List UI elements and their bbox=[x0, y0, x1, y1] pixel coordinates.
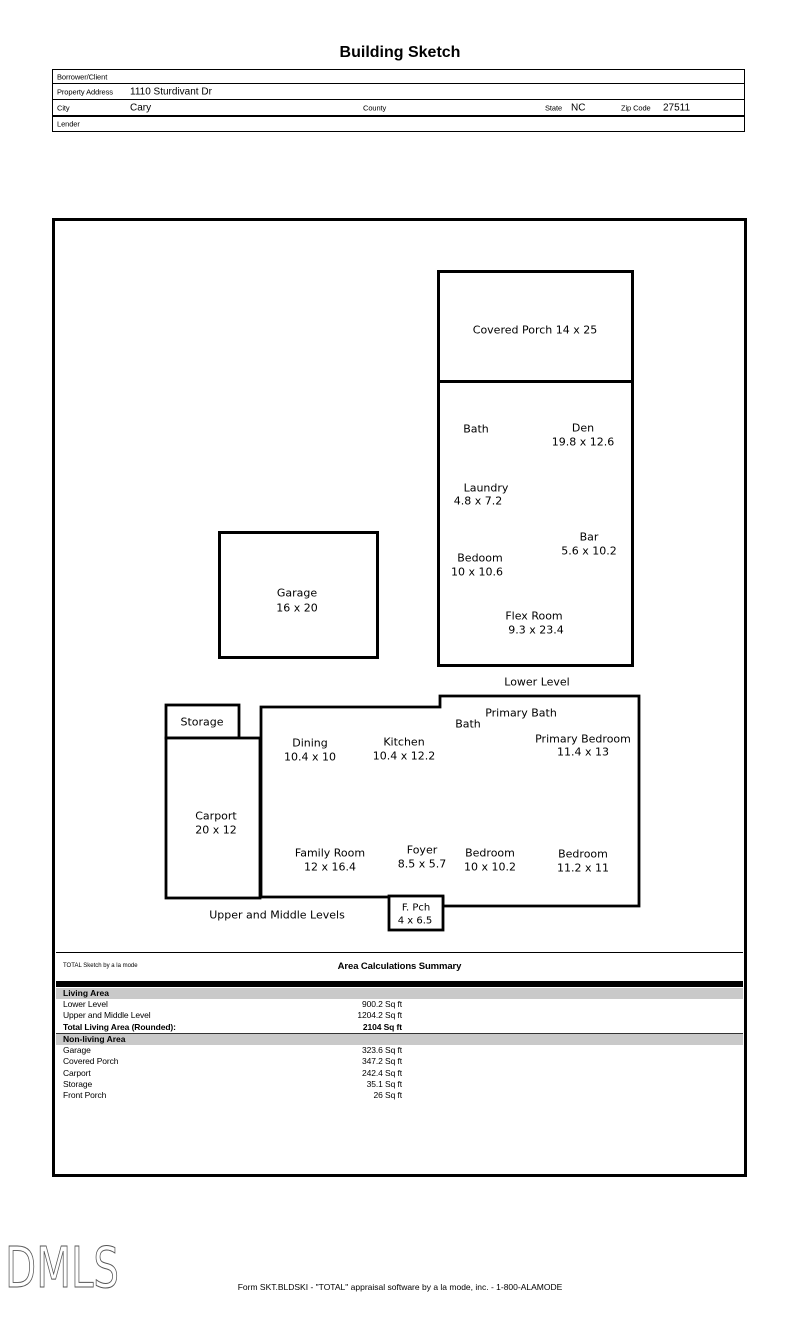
summary-row-storage: Storage 35.1 Sq ft bbox=[63, 1079, 402, 1089]
summary-title: Area Calculations Summary bbox=[337, 961, 462, 972]
room-dims-kitchen: 10.4 x 12.2 bbox=[372, 749, 436, 763]
nonliving-area-header: Non-living Area bbox=[56, 1034, 743, 1045]
summary-row-upper-level: Upper and Middle Level 1204.2 Sq ft bbox=[63, 1010, 402, 1021]
summary-row-garage: Garage 323.6 Sq ft bbox=[63, 1045, 402, 1055]
room-label-primary-bath: Primary Bath bbox=[485, 706, 557, 720]
room-dims-bedroom4: 11.2 x 11 bbox=[557, 861, 609, 875]
lender-label: Lender bbox=[57, 119, 80, 129]
property-address-label: Property Address bbox=[57, 87, 113, 96]
room-label-storage: Storage bbox=[180, 715, 224, 729]
summary-row-front-porch: Front Porch 26 Sq ft bbox=[63, 1090, 402, 1101]
city-label: City bbox=[57, 103, 70, 112]
row-property-address bbox=[53, 84, 744, 100]
room-label-bedroom4: Bedroom bbox=[558, 847, 608, 861]
summary-divider-bar bbox=[56, 981, 743, 987]
room-dims-family-room: 12 x 16.4 bbox=[304, 860, 356, 874]
room-dims-bedroom-lower: 10 x 10.6 bbox=[451, 565, 503, 579]
room-dims-den: 19.8 x 12.6 bbox=[551, 435, 615, 449]
room-label-primary-bedroom: Primary Bedroom bbox=[535, 732, 631, 746]
borrower-label: Borrower/Client bbox=[57, 72, 108, 81]
room-label-family-room: Family Room bbox=[294, 846, 366, 860]
zip-value: 27511 bbox=[663, 102, 691, 113]
room-label-bath-lower: Bath bbox=[463, 422, 489, 436]
level-label-lower: Lower Level bbox=[504, 675, 570, 689]
room-dims-flex: 9.3 x 23.4 bbox=[508, 623, 564, 637]
property-info-table bbox=[52, 69, 745, 132]
state-label: State bbox=[545, 103, 563, 112]
area-calculations-summary bbox=[56, 952, 743, 1113]
room-label-bar: Bar bbox=[579, 530, 599, 544]
row-borrower bbox=[53, 70, 744, 84]
room-label-den: Den bbox=[571, 421, 595, 435]
room-dims-dining: 10.4 x 10 bbox=[284, 750, 336, 764]
room-dims-foyer: 8.5 x 5.7 bbox=[397, 857, 447, 871]
dmls-logo-text: DMLS bbox=[5, 1242, 120, 1300]
state-value: NC bbox=[571, 102, 586, 113]
summary-row-carport: Carport 242.4 Sq ft bbox=[63, 1067, 402, 1078]
room-label-dining: Dining bbox=[292, 736, 328, 750]
room-label-kitchen: Kitchen bbox=[383, 735, 425, 749]
property-address-value: 1110 Sturdivant Dr bbox=[130, 86, 212, 97]
room-dims-garage: 16 x 20 bbox=[276, 601, 318, 615]
room-label-bedroom3: Bedroom bbox=[465, 846, 515, 860]
room-label-garage: Garage bbox=[276, 586, 318, 600]
page-title: Building Sketch bbox=[339, 44, 461, 61]
room-dims-carport: 20 x 12 bbox=[195, 823, 237, 837]
room-dims-front-porch: 4 x 6.5 bbox=[397, 915, 433, 927]
room-dims-bedroom3: 10 x 10.2 bbox=[464, 860, 516, 874]
summary-row-lower-level: Lower Level 900.2 Sq ft bbox=[63, 999, 402, 1009]
row-city-state-zip bbox=[53, 100, 744, 117]
row-lender bbox=[53, 117, 744, 131]
level-label-upper: Upper and Middle Levels bbox=[209, 908, 345, 922]
room-dims-laundry: 4.8 x 7.2 bbox=[453, 494, 503, 508]
zip-label: Zip Code bbox=[621, 103, 651, 112]
room-dims-bar: 5.6 x 10.2 bbox=[561, 544, 617, 558]
room-label-carport: Carport bbox=[195, 809, 237, 823]
room-label-front-porch: F. Pch bbox=[401, 902, 431, 914]
room-label-bedroom-lower: Bedoom bbox=[457, 551, 503, 565]
room-label-covered-porch: Covered Porch 14 x 25 bbox=[472, 323, 598, 337]
form-footer-text: Form SKT.BLDSKI - "TOTAL" appraisal software by a la mode, inc. - 1-800-ALAMODE bbox=[237, 1282, 563, 1292]
room-label-flex: Flex Room bbox=[505, 609, 563, 623]
city-value: Cary bbox=[130, 102, 152, 113]
summary-row-covered-porch: Covered Porch 347.2 Sq ft bbox=[63, 1056, 402, 1067]
main-floor-polygon bbox=[261, 696, 639, 906]
room-dims-primary-bedroom: 11.4 x 13 bbox=[557, 745, 609, 759]
room-label-foyer: Foyer bbox=[406, 843, 438, 857]
county-label: County bbox=[363, 103, 387, 112]
summary-row-total-living: Total Living Area (Rounded): 2104 Sq ft bbox=[63, 1021, 402, 1032]
room-label-bath-upper: Bath bbox=[455, 717, 481, 731]
living-area-header: Living Area bbox=[56, 988, 743, 999]
room-label-laundry: Laundry bbox=[463, 481, 509, 495]
total-sketch-branding: TOTAL Sketch by a la mode bbox=[63, 963, 138, 969]
